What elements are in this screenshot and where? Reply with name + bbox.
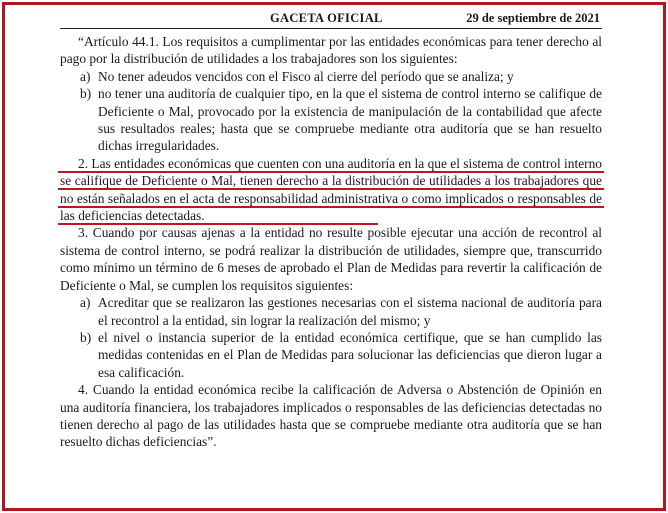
- list-item: [80, 294, 602, 329]
- item-text: No tener adeudos vencidos con el Fisco al cierre del período que se analiza; y: [98, 68, 514, 84]
- list-item: [80, 85, 602, 155]
- item-label: b): [80, 86, 92, 102]
- red-underline: [58, 188, 604, 190]
- article-body: [60, 33, 602, 451]
- list-item: [80, 329, 602, 381]
- red-underline: [58, 223, 378, 225]
- highlighted-paragraph: [60, 155, 602, 225]
- item-label: b): [80, 329, 92, 345]
- gazette-page: [60, 8, 602, 451]
- item-text: el nivel o instancia superior de la entidad económica certifique, que se han cumplido las medidas contenidas en el Plan de Medidas para solucionar las deficiencias que dieron lugar a esa calificación.: [98, 329, 602, 380]
- gazette-header: [60, 8, 602, 29]
- article-intro: “Artículo 44.1. Los requisitos a cumplimentar por las entidades económicas para tener derecho al pago por la distribución de utilidades a los trabajadores son los siguientes:: [60, 34, 602, 67]
- paragraph-2: 2. Las entidades económicas que cuenten con una auditoría en la que el sistema de control interno se califique de Deficiente o Mal, tienen derecho a la distribución de utilidades a los trabajadores que no están señalados en el acta de responsabilidad administrativa o como implicados o responsables de las deficiencias detectadas.: [60, 155, 602, 224]
- paragraph-3: 3. Cuando por causas ajenas a la entidad no resulte posible ejecutar una acción de recontrol al sistema de control interno, se podrá realizar la distribución de utilidades, siempre que, transcurrido como mínimo un término de 6 meses de aprobado el Plan de Medidas para revertir la calificación de Deficiente o Mal, se cumplen los requisitos siguientes:: [60, 225, 602, 293]
- red-underline: [58, 171, 604, 173]
- paragraph-4: 4. Cuando la entidad económica recibe la calificación de Adversa o Abstención de Opinión en una auditoría financiera, los trabajadores implicados o responsables de las deficiencias detectadas no tienen derecho al pago de las utilidades hasta que se compruebe mediante otra auditoría que se han resuelto dichas deficiencias”.: [60, 382, 602, 450]
- item-text: no tener una auditoría de cualquier tipo, en la que el sistema de control interno se califique de Deficiente o Mal, provocado por la existencia de manipulación de la contabilidad que afecte sus resultados reales; hasta que se compruebe mediante otra auditoría que se han resuelto dichas irregularidades.: [98, 86, 602, 154]
- list-item: [80, 68, 602, 85]
- item-label: a): [80, 68, 91, 84]
- item-label: a): [80, 295, 91, 311]
- gazette-title: GACETA OFICIAL: [270, 11, 383, 25]
- gazette-date: 29 de septiembre de 2021: [466, 11, 600, 25]
- red-underline: [58, 206, 604, 208]
- item-text: Acreditar que se realizaron las gestiones necesarias con el sistema nacional de auditoría para el recontrol a la entidad, sin lograr la realización del mismo; y: [98, 295, 602, 328]
